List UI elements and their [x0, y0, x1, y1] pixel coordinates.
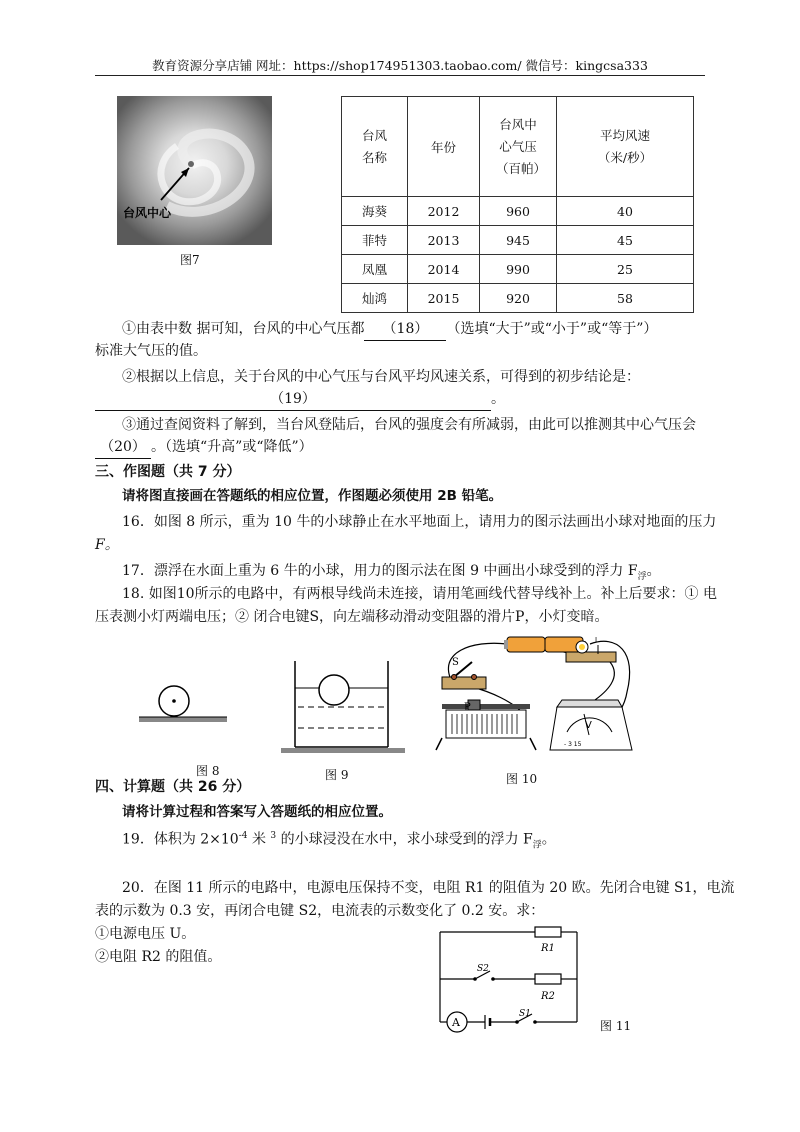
q3-line2: （20） 。（选填“升高”或“降低”）: [95, 436, 313, 459]
table-header: 台风中心气压（百帕）: [480, 97, 557, 197]
table-row: 菲特 2013 945 45: [342, 226, 694, 255]
figure-8: [135, 680, 235, 730]
typhoon-image: [117, 96, 272, 245]
fig7-caption: 图7: [180, 253, 200, 267]
fig11-s1-label: S1: [519, 1009, 531, 1019]
fig9-caption: 图 9: [325, 768, 349, 782]
table-header: 台风名称: [342, 97, 408, 197]
q16-line1: 16．如图 8 所示，重为 10 牛的小球静止在水平地面上，请用力的图示法画出小球对地面的压力: [122, 514, 717, 530]
fig11-s2-label: S2: [477, 964, 489, 974]
q18-line1: 18. 如图10所示的电路中，有两根导线尚未连接，请用笔画线代替导线补上。补上后要求：① 电: [122, 586, 717, 602]
q18-line2: 压表测小灯两端电压；② 闭合电键S，向左端移动滑动变阻器的滑片P，小灯变暗。: [95, 609, 609, 625]
fig10-voltmeter-label: V: [585, 720, 592, 731]
section-4-title: 四、计算题（共 26 分）: [95, 779, 251, 795]
q2-line1: ②根据以上信息，关于台风的中心气压与台风平均风速关系，可得到的初步结论是：: [122, 369, 640, 385]
fig11-r1-label: R1: [541, 943, 555, 954]
page-header: 教育资源分享店铺 网址：https://shop174951303.taobao.com/ 微信号：kingcsa333: [152, 58, 648, 73]
q20-item2: ②电阻 R2 的阻值。: [95, 949, 222, 965]
fig10-terminals: - 3 15: [564, 741, 582, 748]
section-3-note: 请将图直接画在答题纸的相应位置，作图题必须使用 2B 铅笔。: [122, 488, 503, 504]
q16-line2: F。: [95, 537, 119, 553]
figure-10: [432, 632, 644, 764]
header-divider: [95, 75, 705, 76]
q2-blank-line: （19） 。: [95, 388, 505, 411]
fig10-switch-label: S: [452, 657, 459, 668]
fig10-caption: 图 10: [506, 772, 538, 786]
fig11-caption: 图 11: [600, 1019, 632, 1033]
q20-item1: ①电源电压 U。: [95, 926, 196, 942]
q20-line2: 表的示数为 0.3 安，再闭合电键 S2，电流表的示数变化了 0.2 安。求：: [95, 903, 545, 919]
q19: 19．体积为 $2\times 10^{-4}$ 米 $^3$ 的小球浸没在水中，求小球受到的浮力 $F_浮$。: [122, 831, 556, 851]
fig8-caption: 图 8: [196, 764, 220, 778]
typhoon-table: [341, 96, 694, 313]
section-4-note: 请将计算过程和答案写入答题纸的相应位置。: [122, 804, 392, 820]
fig11-ammeter-label: A: [452, 1016, 460, 1029]
table-row: 灿鸿 2015 920 58: [342, 284, 694, 313]
figure-9: [278, 658, 408, 758]
table-header: 年份: [408, 97, 480, 197]
fig10-slider-label: P: [464, 702, 471, 713]
section-3-title: 三、作图题（共 7 分）: [95, 464, 241, 480]
fig11-r2-label: R2: [541, 991, 555, 1002]
figure-11: [435, 924, 595, 1034]
typhoon-center-label: 台风中心: [123, 206, 172, 220]
table-row: 海葵 2012 960 40: [342, 197, 694, 226]
svg-text:I: I: [595, 636, 598, 644]
q1-line2: 标准大气压的值。: [95, 343, 207, 359]
table-row: 凤凰 2014 990 25: [342, 255, 694, 284]
table-header: 平均风速（米/秒）: [557, 97, 694, 197]
q20-line1: 20．在图 11 所示的电路中，电源电压保持不变，电阻 R1 的阻值为 20 欧。先闭合电键 S1，电流: [122, 880, 735, 896]
q17: 17．漂浮在水面上重为 6 牛的小球，用力的图示法在图 9 中画出小球受到的浮力 $F_浮$。: [122, 563, 661, 582]
q1-line1: ①由表中数 据可知，台风的中心气压都 （18） （选填“大于”或“小于”或“等于”）: [122, 318, 657, 341]
q3-line1: ③通过查阅资料了解到，当台风登陆后，台风的强度会有所减弱，由此可以推测其中心气压会: [122, 417, 696, 433]
